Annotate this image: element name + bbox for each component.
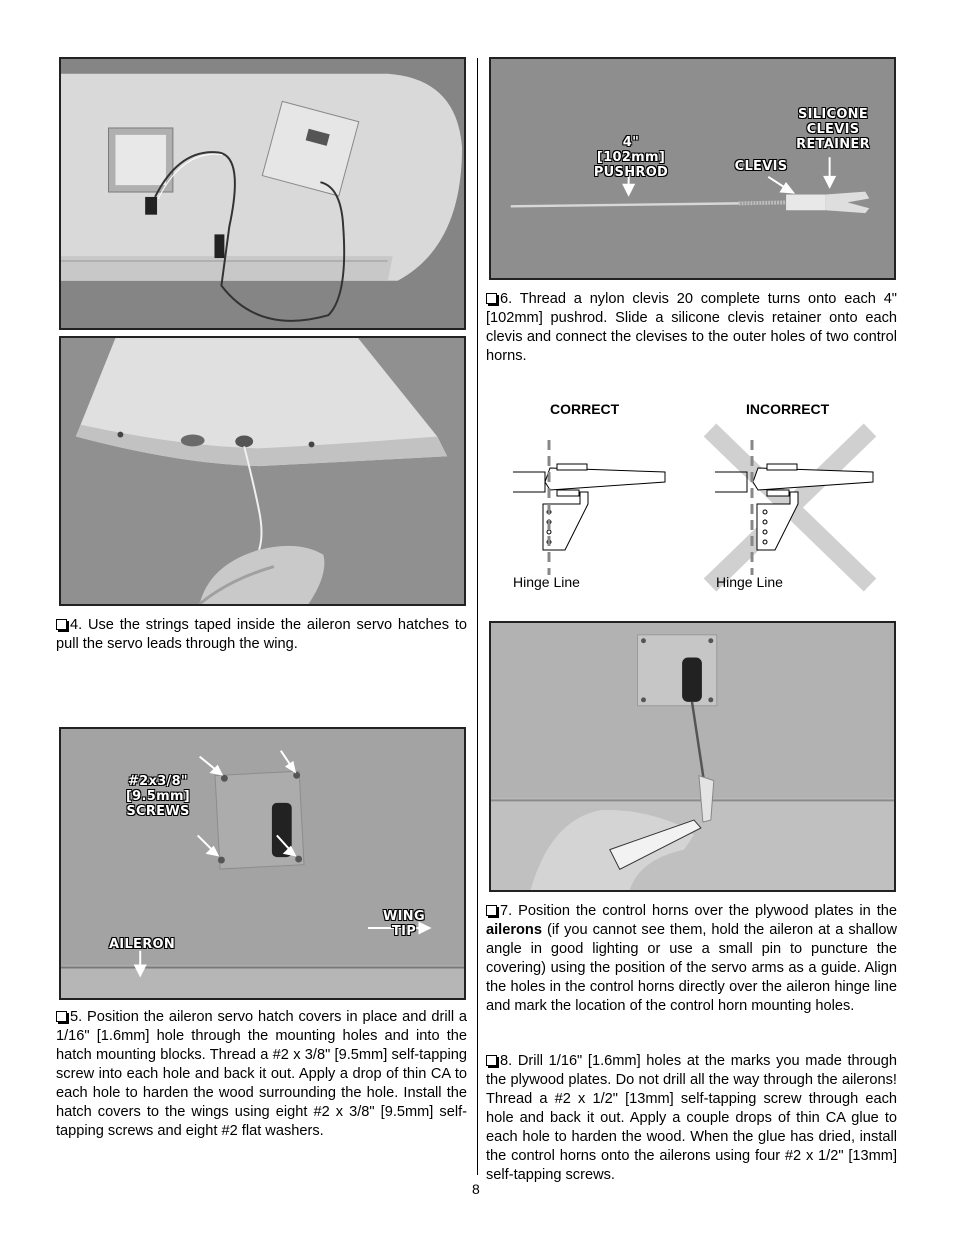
- checkbox-icon[interactable]: [486, 293, 497, 304]
- checkbox-icon[interactable]: [56, 619, 67, 630]
- column-divider: [477, 58, 478, 1175]
- checkbox-icon[interactable]: [56, 1011, 67, 1022]
- page-number: 8: [472, 1181, 480, 1197]
- photo-marking-control-horn: [489, 621, 896, 892]
- step-7-text: 7. Position the control horns over the plywood plates in the ailerons (if you cannot see them, hold the aileron at a shallow angle in good lighting or use a small pin to puncture the covering) using the position of the servo arms as a guide. Align the holes in the control horns directly over the aileron hinge line and mark the location of the control horn mounting holes.: [486, 903, 897, 1014]
- pushrod-label: 4" [102mm] PUSHROD: [593, 135, 669, 180]
- checkbox-icon[interactable]: [486, 905, 497, 916]
- incorrect-control-horn: [715, 464, 873, 550]
- control-horn-alignment-diagram: [505, 420, 885, 595]
- step-4-text: 4. Use the strings taped inside the aileron servo hatches to pull the servo leads through the wing.: [56, 617, 467, 652]
- hinge-line-right-label: Hinge Line: [716, 574, 783, 590]
- photo-pushrod-clevis: [489, 57, 896, 280]
- photo-wing-root-string: [59, 336, 466, 606]
- clevis-retainer-label: SILICONE CLEVIS RETAINER: [796, 107, 870, 152]
- incorrect-label: INCORRECT: [746, 401, 830, 417]
- screws-label: #2x3/8" [9.5mm] SCREWS: [125, 774, 191, 819]
- step-5-text: 5. Position the aileron servo hatch covers in place and drill a 1/16" [1.6mm] hole through the mounting holes and into the hatch mounting blocks. Thread a #2 x 3/8" [9.5mm] self-tapping screw into each hole and back it out. Apply a drop of thin CA to each hole to harden the wood surrounding the hole. Install the hatch covers to the wings using eight #2 x 3/8" [9.5mm] self-tapping screws and eight #2 flat washers.: [56, 1009, 467, 1139]
- checkbox-icon[interactable]: [486, 1055, 497, 1066]
- photo-hatch-cover-screws: [59, 727, 466, 1000]
- step-8-text: 8. Drill 1/16" [1.6mm] holes at the marks you made through the plywood plates. Do not drill all the way through the ailerons! Thread a #2 x 1/2" [13mm] self-tapping screw through each hole and back it out. Apply a couple drops of thin CA glue to each hole to harden the wood. When the glue has dried, install the control horns onto the ailerons using four #2 x 1/2" [13mm] self-tapping screws.: [486, 1053, 897, 1183]
- hinge-line-left-label: Hinge Line: [513, 574, 580, 590]
- aileron-label: AILERON: [108, 937, 176, 952]
- correct-control-horn: [513, 464, 665, 550]
- wing-tip-label: WING TIP: [383, 909, 425, 939]
- correct-label: CORRECT: [550, 401, 620, 417]
- clevis-label: CLEVIS: [734, 159, 788, 174]
- step-6-text: 6. Thread a nylon clevis 20 complete turns onto each 4" [102mm] pushrod. Slide a silicone clevis retainer onto each clevis and connect the clevises to the outer holes of two control horns.: [486, 291, 897, 364]
- photo-wing-servo-lead: [59, 57, 466, 330]
